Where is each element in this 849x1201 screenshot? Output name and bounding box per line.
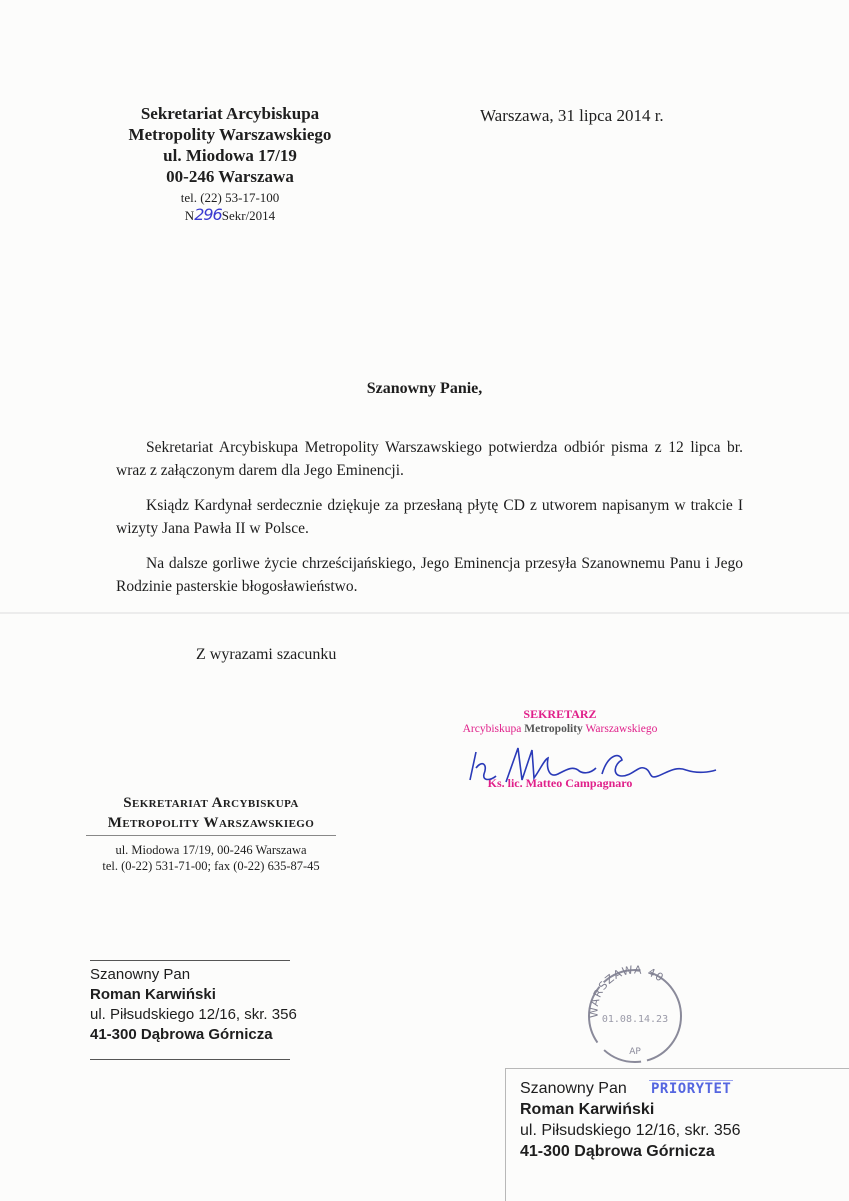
recipient-greeting: Szanowny Pan	[90, 966, 191, 983]
body-paragraph-3: Na dalsze gorliwe życie chrześcijańskiego, Jego Eminencja przesyła Szanownemu Panu i Jego Rodzinie pasterskie błogosławieństwo.	[116, 555, 743, 595]
recipient-address	[90, 960, 300, 1060]
recipient-city: 41-300 Dąbrowa Górnicza	[90, 1026, 273, 1043]
office-stamp-rule	[86, 835, 336, 836]
office-stamp-address: ul. Miodowa 17/19, 00-246 Warszawa	[115, 843, 307, 857]
salutation: Szanowny Panie,	[366, 380, 483, 397]
letter-date: Warszawa, 31 lipca 2014 r.	[480, 106, 664, 125]
secretary-line-bold: Metropolity	[524, 723, 583, 735]
postmark-location: WARSZAWA 40	[587, 963, 667, 1019]
postmark-date: 01.08.14.23	[601, 1014, 669, 1025]
ref-suffix: Sekr/2014	[221, 208, 276, 223]
secretary-title: SEKRETARZ	[523, 707, 597, 721]
closing: Z wyrazami szacunku	[196, 646, 337, 663]
postmark-bottom: AP	[629, 1047, 641, 1057]
ref-prefix: N	[184, 208, 195, 223]
secretary-line-prefix: Arcybiskupa	[462, 723, 525, 735]
priority-stamp: PRIORYTET	[651, 1081, 732, 1097]
letter-body	[116, 436, 743, 610]
office-stamp-line-2: Metropolity Warszawskiego	[107, 815, 315, 831]
reference-number	[100, 206, 360, 224]
fold-line	[0, 612, 849, 614]
sender-line-3: ul. Miodowa 17/19	[163, 146, 297, 165]
sender-phone: tel. (22) 53-17-100	[180, 190, 280, 205]
sender-header	[100, 103, 360, 224]
secretary-line-suffix: Warszawskiego	[582, 723, 658, 735]
envelope-city: 41-300 Dąbrowa Górnicza	[520, 1143, 715, 1160]
office-stamp	[76, 793, 346, 874]
handwritten-signature	[462, 730, 722, 800]
ref-handwritten: 296	[194, 205, 222, 224]
envelope-greeting: Szanowny Pan	[520, 1080, 627, 1097]
office-stamp-line-1: Sekretariat Arcybiskupa	[123, 795, 299, 811]
envelope-street: ul. Piłsudskiego 12/16, skr. 356	[520, 1122, 741, 1139]
postmark	[580, 958, 690, 1068]
sender-line-2: Metropolity Warszawskiego	[128, 125, 332, 144]
office-stamp-phone: tel. (0-22) 531-71-00; fax (0-22) 635-87-45	[102, 859, 320, 873]
body-paragraph-2: Ksiądz Kardynał serdecznie dziękuje za przesłaną płytę CD z utworem napisanym w trakcie I wizyty Jana Pawła II w Polsce.	[116, 497, 743, 537]
recipient-street: ul. Piłsudskiego 12/16, skr. 356	[90, 1006, 297, 1023]
secretary-name: Ks. lic. Matteo Campagnaro	[487, 776, 633, 790]
sender-line-4: 00-246 Warszawa	[166, 167, 294, 186]
body-paragraph-1: Sekretariat Arcybiskupa Metropolity Warszawskiego potwierdza odbiór pisma z 12 lipca br. wraz z załączonym darem dla Jego Eminencji.	[116, 439, 743, 479]
envelope-name: Roman Karwiński	[520, 1101, 655, 1118]
sender-line-1: Sekretariat Arcybiskupa	[140, 104, 320, 123]
svg-text:WARSZAWA 40	[587, 963, 666, 1018]
address-top-rule	[90, 960, 290, 961]
address-bottom-rule	[90, 1059, 290, 1060]
recipient-name: Roman Karwiński	[90, 986, 216, 1003]
